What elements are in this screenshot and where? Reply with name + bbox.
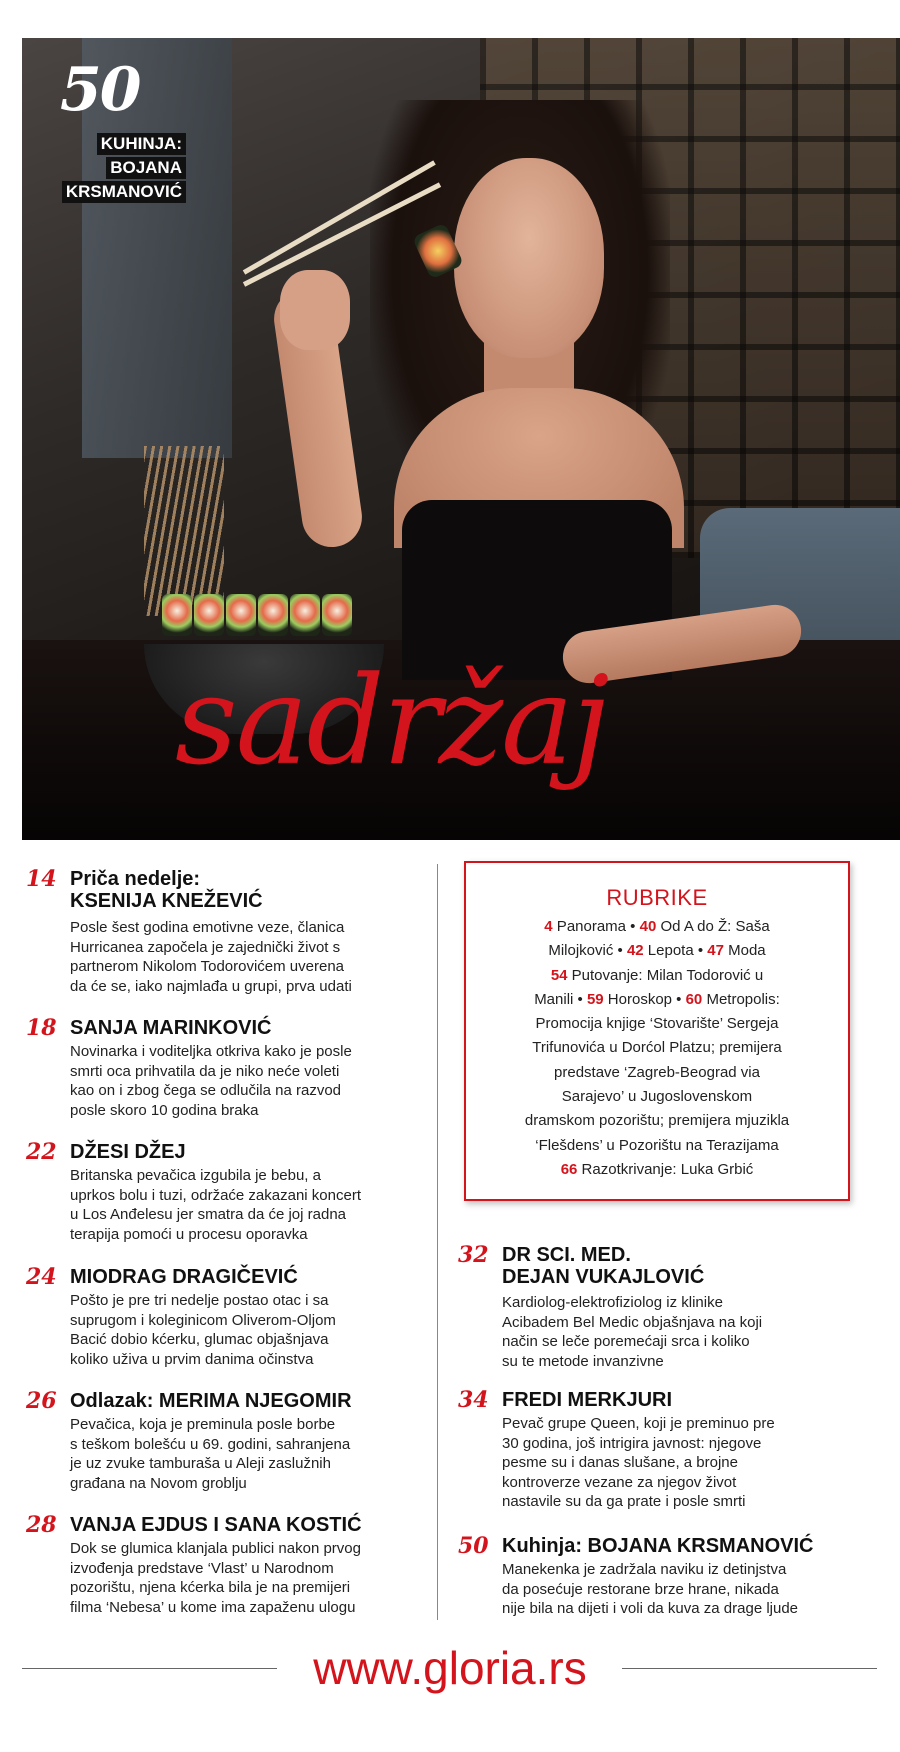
entry-page-number: 22 — [26, 1139, 57, 1165]
description-line: su te metode invanzivne — [502, 1352, 664, 1370]
decor-twigs — [144, 446, 224, 616]
entry-title — [502, 1244, 704, 1288]
entry-page-number: 26 — [26, 1388, 57, 1414]
toc-entry[interactable] — [458, 1389, 878, 1514]
description-line: partnerom Nikolom Todorovićem uverena — [70, 958, 345, 975]
rubrike-line — [466, 915, 848, 939]
page-title: sadržaj — [175, 650, 608, 792]
toc-entry[interactable] — [26, 868, 436, 1008]
entry-title-line: DŽESI DŽEJ — [70, 1141, 186, 1163]
entry-description — [502, 1560, 798, 1619]
hero-caption-line: KUHINJA: — [97, 133, 186, 155]
entry-title — [70, 1017, 272, 1039]
description-line: izvođenja predstave ‘Vlast’ u Narodnom — [70, 1559, 334, 1577]
description-line: posle skoro 10 godina braka — [70, 1101, 259, 1119]
entry-title-line: MIODRAG DRAGIČEVIĆ — [70, 1266, 298, 1288]
rubrike-page-number: 59 — [586, 990, 604, 1008]
entry-title — [70, 1266, 298, 1288]
entry-page-number: 50 — [458, 1533, 489, 1559]
rubrike-text: Sarajevo’ u Jugoslovenskom — [561, 1088, 753, 1106]
entry-title — [502, 1389, 672, 1411]
entry-description — [70, 1291, 336, 1369]
rubrike-line — [466, 1134, 848, 1158]
description-line: Pevačica, koja je preminula posle borbe — [70, 1416, 336, 1433]
description-line: pozorištu, njena kćerka bila je na premijeri — [70, 1579, 351, 1596]
entry-description — [70, 1166, 361, 1244]
entry-title-line: KSENIJA KNEŽEVIĆ — [70, 890, 263, 912]
description-line: način se leče poremećaji srca i koliko — [502, 1333, 750, 1350]
entry-page-number: 28 — [26, 1512, 57, 1538]
description-line: u Los Anđelesu jer smatra da će joj radna — [70, 1206, 346, 1223]
rubrike-page-number: 40 — [639, 918, 657, 935]
rubrike-text: Trifunovića u Dorćol Platzu; premijera — [532, 1039, 782, 1057]
rubrike-box — [464, 861, 850, 1201]
model-hand — [280, 270, 350, 350]
entry-title-line: SANJA MARINKOVIĆ — [70, 1017, 272, 1039]
entry-description — [70, 1042, 352, 1120]
entry-title-line: Odlazak: MERIMA NJEGOMIR — [70, 1390, 352, 1412]
description-line: suprugom i koleginicom Oliverom-Oljom — [70, 1311, 336, 1329]
rubrike-page-number: 47 — [707, 942, 724, 960]
description-line: Novinarka i voditeljka otkriva kako je posle — [70, 1043, 352, 1060]
rubrike-text: Milojković • — [548, 942, 627, 960]
entry-page-number: 14 — [26, 866, 57, 892]
description-line: Manekenka je zadržala naviku iz detinjstva — [502, 1561, 787, 1578]
entry-title-line: Priča nedelje: — [70, 868, 201, 890]
entry-title — [70, 868, 263, 912]
rubrike-text: dramskom pozorištu; premijera mjuzikla — [524, 1112, 790, 1130]
rubrike-text: predstave ‘Zagreb-Beograd via — [554, 1063, 760, 1081]
description-line: Dok se glumica klanjala publici nakon prvog — [70, 1540, 361, 1557]
description-line: s teškom bolešću u 69. godini, sahranjena — [70, 1435, 351, 1453]
toc-entry[interactable] — [458, 1535, 878, 1625]
description-line: nastavile su da ga prate i posle smrti — [502, 1493, 746, 1510]
description-line: da će se, iako najmlađa u grupi, prva udati — [70, 977, 352, 995]
rubrike-line — [466, 988, 848, 1012]
description-line: uprkos bolu i tuzi, održaće zakazani koncert — [70, 1186, 361, 1204]
toc-entry[interactable] — [26, 1266, 436, 1376]
entry-description — [502, 1293, 762, 1371]
description-line: je uz zvuke tamburaša u Aleji zaslužnih — [70, 1455, 331, 1472]
description-line: da posećuje restorane brze hrane, nikada — [502, 1580, 779, 1598]
description-line: nije bila na dijeti i voli da kuva za drage ljude — [502, 1600, 799, 1617]
rubrike-text: Putovanje: Milan Todorović u — [567, 966, 764, 984]
rubrike-page-number: 66 — [560, 1160, 578, 1178]
rubrike-text: Panorama • — [552, 918, 640, 935]
description-line: Pošto je pre tri nedelje postao otac i sa — [70, 1292, 329, 1309]
description-line: Bacić dobio kćerku, glumac objašnjava — [70, 1331, 329, 1348]
rubrike-line — [466, 939, 848, 963]
entry-description — [70, 1539, 361, 1617]
rubrike-heading: RUBRIKE — [606, 885, 708, 910]
toc-entry[interactable] — [26, 1514, 436, 1624]
rubrike-page-number: 42 — [626, 942, 644, 960]
rubrike-page-number: 54 — [550, 966, 568, 984]
description-line: terapija pomoći u procesu oporavka — [70, 1225, 308, 1243]
rubrike-line — [466, 1085, 848, 1109]
sushi-roll — [226, 594, 256, 636]
rubrike-text: Horoskop • — [603, 990, 686, 1008]
entry-title-line: FREDI MERKJURI — [502, 1389, 673, 1411]
entry-page-number: 18 — [26, 1015, 57, 1041]
description-line: Kardiolog-elektrofiziolog iz klinike — [502, 1294, 723, 1311]
description-line: kontroverze vezane za njegov život — [502, 1473, 737, 1491]
sushi-roll — [322, 594, 352, 636]
entry-title — [502, 1535, 813, 1557]
description-line: filma ‘Nebesa’ u kome ima zapaženu ulogu — [70, 1598, 356, 1616]
rubrike-line — [466, 964, 848, 988]
entry-description — [70, 918, 352, 996]
rubrike-text: Lepota • — [643, 942, 708, 960]
sushi-roll — [162, 594, 192, 636]
entry-title-line: DR SCI. MED. — [502, 1244, 631, 1266]
toc-entry[interactable] — [26, 1017, 436, 1127]
website-link[interactable]: www.gloria.rs — [313, 1642, 587, 1694]
rubrike-page-number: 60 — [685, 990, 703, 1008]
description-line: Hurricanea započela je zajednički život s — [70, 938, 341, 956]
entry-page-number: 24 — [26, 1264, 57, 1290]
sushi-roll — [258, 594, 288, 636]
entry-title-line: DEJAN VUKAJLOVIĆ — [502, 1266, 705, 1288]
rubrike-list — [466, 915, 848, 1182]
rubrike-line — [466, 1012, 848, 1036]
sushi-roll — [290, 594, 320, 636]
rubrike-line — [466, 1036, 848, 1060]
column-divider — [437, 864, 438, 1620]
rubrike-line — [466, 1109, 848, 1133]
description-line: Pevač grupe Queen, koji je preminuo pre — [502, 1415, 775, 1432]
rubrike-text: Manili • — [534, 990, 587, 1008]
rubrike-text: ‘Flešdens’ u Pozorištu na Terazijama — [535, 1136, 779, 1154]
toc-entry[interactable] — [458, 1244, 878, 1379]
rubrike-text: Promocija knjige ‘Stovarište’ Sergeja — [535, 1015, 779, 1033]
rubrike-line — [466, 1061, 848, 1085]
entry-title-line: VANJA EJDUS I SANA KOSTIĆ — [70, 1514, 362, 1536]
hero-caption-line: KRSMANOVIĆ — [62, 181, 186, 203]
rubrike-line — [466, 1158, 848, 1182]
entry-description — [502, 1414, 775, 1512]
description-line: 30 godina, još intrigira javnost: njegove — [502, 1434, 762, 1452]
entry-description — [70, 1415, 350, 1493]
rubrike-text: Moda — [723, 942, 766, 960]
toc-entry[interactable] — [26, 1141, 436, 1251]
description-line: smrti oca prihvatila da je niko neće voleti — [70, 1062, 340, 1080]
toc-entry[interactable] — [26, 1390, 436, 1500]
hero-caption-line: BOJANA — [106, 157, 186, 179]
entry-title — [70, 1141, 186, 1163]
sushi-roll — [194, 594, 224, 636]
entry-title-line: Kuhinja: BOJANA KRSMANOVIĆ — [502, 1535, 814, 1557]
entry-page-number: 32 — [458, 1242, 489, 1268]
hero-page-number: 50 — [60, 55, 140, 125]
description-line: kao on i zbog čega se odlučila na razvod — [70, 1082, 342, 1099]
entry-title — [70, 1514, 362, 1536]
description-line: Britanska pevačica izgubila je bebu, a — [70, 1167, 321, 1184]
model-face — [454, 158, 604, 358]
description-line: građana na Novom groblju — [70, 1474, 247, 1492]
rubrike-text: Od A do Ž: Saša — [656, 918, 770, 935]
rubrike-text: Metropolis: — [702, 990, 780, 1008]
rubrike-page-number: 4 — [544, 918, 553, 935]
entry-title — [70, 1390, 352, 1412]
description-line: Posle šest godina emotivne veze, članica — [70, 919, 345, 936]
description-line: Acibadem Bel Medic objašnjava na koji — [502, 1313, 763, 1331]
entry-page-number: 34 — [458, 1387, 489, 1413]
description-line: pesme su i danas slušane, a brojne — [502, 1454, 738, 1471]
rubrike-text: Razotkrivanje: Luka Grbić — [577, 1160, 754, 1178]
hero-caption — [50, 133, 186, 205]
description-line: koliko uživa u prvim danima očinstva — [70, 1350, 314, 1368]
